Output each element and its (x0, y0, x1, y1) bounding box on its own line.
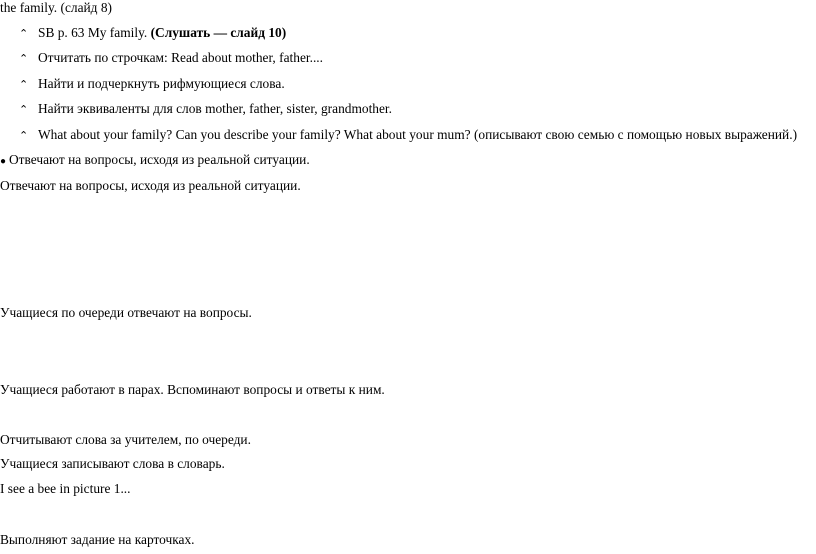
caret-bullet-icon: ⌃ (19, 53, 29, 65)
text-line: Отвечают на вопросы, исходя из реальной ситуации. (0, 178, 301, 193)
bullet-text: Найти эквиваленты для слов mother, father, sister, grandmother. (38, 101, 392, 116)
bullet-item (19, 101, 392, 118)
bullet-text: Отчитать по строчкам: Read about mother, father.... (38, 50, 323, 65)
bullet-bold-text: (Слушать — слайд 10) (150, 25, 287, 40)
text-line: Выполняют задание на карточках. (0, 532, 195, 547)
text-line: Учащиеся работают в парах. Вспоминают вопросы и ответы к ним. (0, 382, 385, 397)
caret-bullet-icon: ⌃ (19, 28, 29, 40)
text-line: Учащиеся записывают слова в словарь. (0, 456, 225, 471)
dot-bullet-icon: ● (0, 156, 7, 167)
text-line: Учащиеся по очереди отвечают на вопросы. (0, 305, 252, 320)
caret-bullet-icon: ⌃ (19, 130, 29, 142)
bullet-item (19, 25, 286, 42)
text-line: I see a bee in picture 1... (0, 481, 131, 496)
bullet-item (19, 50, 323, 67)
caret-bullet-icon: ⌃ (19, 79, 29, 91)
bullet-item (19, 127, 797, 144)
bullet-text: SB p. 63 My family. (38, 25, 151, 40)
caret-bullet-icon: ⌃ (19, 104, 29, 116)
text-line: Отчитывают слова за учителем, по очереди. (0, 432, 251, 447)
dot-bullet-line (0, 152, 310, 170)
dot-bullet-text: Отвечают на вопросы, исходя из реальной ситуации. (9, 152, 310, 167)
bullet-item (19, 76, 285, 93)
bullet-text: What about your family? Can you describe your family? What about your mum? (описывают свою семью с помощью новых выражений.) (38, 127, 798, 142)
bullet-text: Найти и подчеркнуть рифмующиеся слова. (38, 76, 285, 91)
header-line: the family. (слайд 8) (0, 0, 112, 15)
